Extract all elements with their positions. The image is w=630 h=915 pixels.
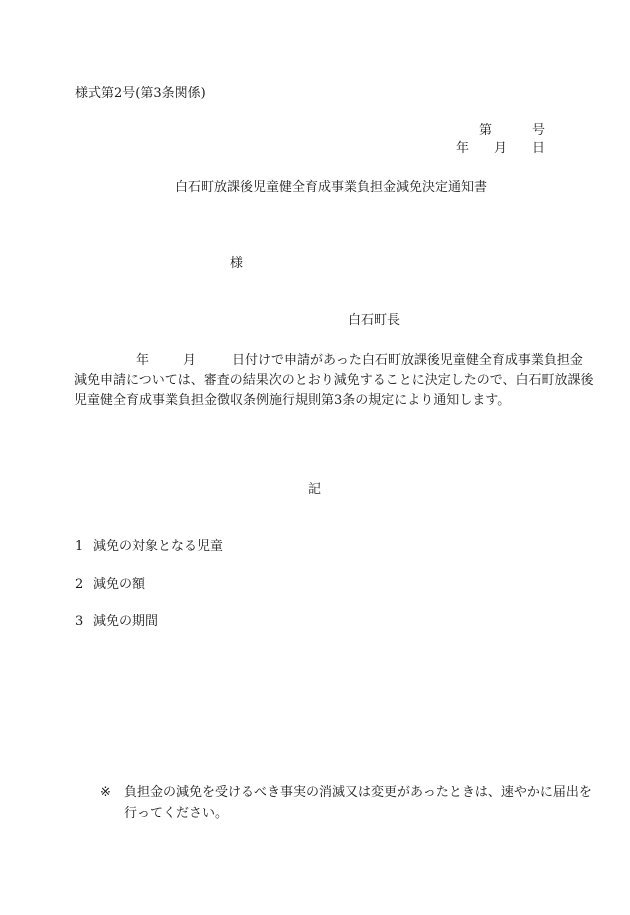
body-line-1 (74, 351, 583, 371)
date-day: 日 (532, 141, 546, 156)
document-number-line (479, 123, 545, 140)
item-number: 3 (75, 614, 84, 629)
document-date-line (456, 141, 545, 158)
note-line-1: 負担金の減免を受けるべき事実の消滅又は変更があったときは、速やかに届出を (124, 785, 592, 800)
date-month: 月 (494, 141, 508, 156)
item-label: 減免の額 (93, 577, 146, 592)
note-mark: ※ (100, 785, 111, 800)
document-title: 白石町放課後児童健全育成事業負担金減免決定通知書 (175, 180, 488, 195)
ki-heading: 記 (308, 482, 322, 497)
item-label: 減免の対象となる児童 (93, 539, 224, 554)
item-label: 減免の期間 (93, 614, 159, 629)
note-line-2: 行ってください。 (124, 806, 229, 821)
form-number: 様式第2号(第3条関係) (75, 86, 206, 101)
number-suffix: 号 (532, 123, 546, 138)
issuer: 白石町長 (348, 313, 401, 328)
body-year: 年 (136, 353, 150, 368)
date-year: 年 (456, 141, 470, 156)
body-line-3: 児童健全育成事業負担金徴収条例施行規則第3条の規定により通知します。 (74, 393, 511, 408)
list-item (75, 614, 158, 631)
list-item (75, 577, 145, 594)
item-number: 2 (75, 577, 84, 592)
number-prefix: 第 (479, 123, 493, 138)
addressee-suffix: 様 (230, 256, 244, 271)
body-paragraph (74, 351, 594, 411)
body-line-2: 減免申請については、審査の結果次のとおり減免することに決定したので、白石町放課後 (74, 373, 594, 388)
list-item (75, 539, 223, 556)
body-line-1-text: 日付けで申請があった白石町放課後児童健全育成事業負担金 (232, 353, 583, 368)
item-number: 1 (75, 539, 84, 554)
body-month: 月 (183, 353, 197, 368)
